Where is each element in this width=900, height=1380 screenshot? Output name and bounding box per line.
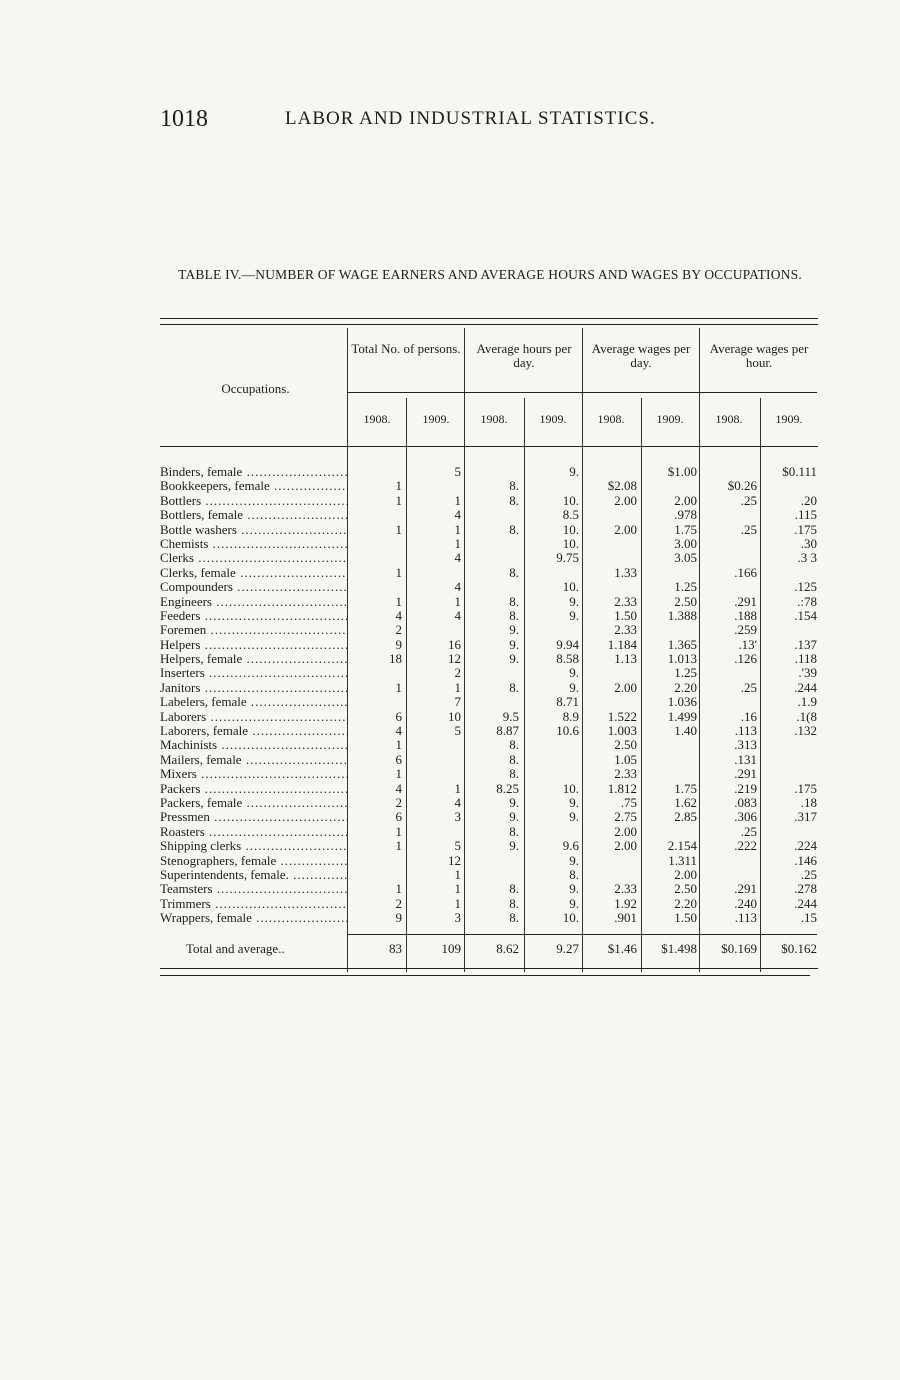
table-cell: 9. bbox=[569, 679, 579, 695]
table-cell: 1 bbox=[454, 780, 461, 796]
table-cell: 1.499 bbox=[667, 708, 697, 724]
table-cell: 1 bbox=[454, 866, 461, 882]
table-cell: 1 bbox=[395, 766, 402, 782]
total-cell: 9.27 bbox=[556, 941, 579, 956]
table-cell: 1 bbox=[395, 679, 402, 695]
table-cell: 1.812 bbox=[607, 780, 637, 796]
occupation-label: Mixers ..... bbox=[160, 767, 348, 781]
table-cell: 2.33 bbox=[614, 766, 637, 782]
table-row bbox=[160, 523, 820, 537]
occupation-label: Packers, female ..... bbox=[160, 796, 348, 810]
table-cell: .15 bbox=[800, 910, 817, 926]
table-cell: 1.311 bbox=[668, 852, 697, 868]
table-cell: .13' bbox=[738, 636, 757, 652]
table-cell: 9. bbox=[569, 895, 579, 911]
occupation-label: Inserters ..... bbox=[160, 666, 348, 680]
table-cell: 9. bbox=[509, 636, 519, 652]
table-cell: 10. bbox=[562, 579, 579, 595]
table-cell: 1.13 bbox=[614, 651, 637, 667]
table-cell: 2.50 bbox=[674, 593, 697, 609]
occupation-label: Bottlers ..... bbox=[160, 494, 348, 508]
table-cell: 9.94 bbox=[556, 636, 579, 652]
table-cell: 2.75 bbox=[614, 809, 637, 825]
table-cell: 1.365 bbox=[667, 636, 697, 652]
running-head: LABOR AND INDUSTRIAL STATISTICS. bbox=[285, 108, 656, 129]
table-cell: .244 bbox=[794, 679, 817, 695]
year-header: 1908. bbox=[715, 412, 743, 426]
table-cell: .137 bbox=[794, 636, 817, 652]
occupation-label: Helpers ..... bbox=[160, 638, 348, 652]
table-cell: 9. bbox=[509, 838, 519, 854]
table-cell: 2.00 bbox=[614, 492, 637, 508]
table-cell: .16 bbox=[740, 708, 757, 724]
table-row bbox=[160, 580, 820, 594]
col-divider bbox=[406, 398, 407, 456]
table-cell: 10. bbox=[562, 521, 579, 537]
table-cell: 1.05 bbox=[614, 751, 637, 767]
table-cell: .317 bbox=[794, 809, 817, 825]
table-cell: .113 bbox=[734, 910, 757, 926]
table-row bbox=[160, 652, 820, 666]
table-cell: 8. bbox=[509, 492, 519, 508]
table-cell: 8.58 bbox=[556, 651, 579, 667]
table-cell: 1.92 bbox=[614, 895, 637, 911]
occupation-label: Helpers, female ..... bbox=[160, 652, 348, 666]
table-cell: .978 bbox=[674, 507, 697, 523]
table-cell: .'39 bbox=[798, 665, 817, 681]
table-cell: .131 bbox=[734, 751, 757, 767]
year-header: 1909. bbox=[656, 412, 684, 426]
table-cell: .3 3 bbox=[797, 550, 817, 566]
occupation-label: Feeders ..... bbox=[160, 609, 348, 623]
table-cell: 8.9 bbox=[562, 708, 579, 724]
total-rule bbox=[347, 934, 817, 935]
occupation-label: Compounders ..... bbox=[160, 580, 348, 594]
table-cell: .25 bbox=[740, 679, 757, 695]
table-row bbox=[160, 465, 820, 479]
table-cell: 8.5 bbox=[562, 507, 579, 523]
table-cell: 9.5 bbox=[502, 708, 519, 724]
table-row bbox=[160, 839, 820, 853]
table-row bbox=[160, 738, 820, 752]
occupation-label: Janitors ..... bbox=[160, 681, 348, 695]
table-cell: 18 bbox=[389, 651, 402, 667]
table-cell: 8. bbox=[569, 866, 579, 882]
table-cell: 2.00 bbox=[614, 823, 637, 839]
bottom-rule bbox=[160, 968, 818, 969]
page-number: 1018 bbox=[160, 106, 208, 132]
total-cell: $0.162 bbox=[781, 941, 817, 956]
occupation-label: Trimmers ..... bbox=[160, 897, 348, 911]
table-row bbox=[160, 882, 820, 896]
table-row bbox=[160, 508, 820, 522]
table-cell: .291 bbox=[734, 881, 757, 897]
table-cell: 2.85 bbox=[674, 809, 697, 825]
table-cell: .222 bbox=[734, 838, 757, 854]
table-body bbox=[160, 465, 820, 926]
table-row bbox=[160, 681, 820, 695]
table-row bbox=[160, 537, 820, 551]
table-cell: .291 bbox=[734, 766, 757, 782]
table-cell: .1(8 bbox=[796, 708, 817, 724]
table-cell: 8. bbox=[509, 910, 519, 926]
year-header: 1909. bbox=[422, 412, 450, 426]
table-cell: 2.00 bbox=[614, 521, 637, 537]
table-cell: 4 bbox=[395, 780, 402, 796]
occupation-label: Foremen ..... bbox=[160, 623, 348, 637]
total-cell: 109 bbox=[441, 941, 461, 956]
table-row bbox=[160, 494, 820, 508]
table-cell: 9. bbox=[569, 593, 579, 609]
occupation-label: Laborers, female ..... bbox=[160, 724, 348, 738]
table-cell: .306 bbox=[734, 809, 757, 825]
table-cell: 10. bbox=[562, 492, 579, 508]
table-cell: .901 bbox=[614, 910, 637, 926]
total-cell: $0.169 bbox=[721, 941, 757, 956]
table-cell: 16 bbox=[448, 636, 461, 652]
occupation-label: Teamsters ..... bbox=[160, 882, 348, 896]
table-cell: 3.05 bbox=[674, 550, 697, 566]
table-cell: 6 bbox=[395, 809, 402, 825]
occupation-label: Chemists ..... bbox=[160, 537, 348, 551]
table-row bbox=[160, 695, 820, 709]
table-cell: 2 bbox=[395, 622, 402, 638]
col-divider bbox=[760, 398, 761, 456]
table-cell: 9.75 bbox=[556, 550, 579, 566]
year-header: 1908. bbox=[363, 412, 391, 426]
table-cell: 8.25 bbox=[496, 780, 519, 796]
occupation-label: Bottle washers ..... bbox=[160, 523, 348, 537]
table-cell: 1 bbox=[395, 593, 402, 609]
table-cell: 10. bbox=[562, 780, 579, 796]
table-row bbox=[160, 638, 820, 652]
table-row bbox=[160, 566, 820, 580]
table-cell: 9.6 bbox=[562, 838, 579, 854]
occupation-label: Machinists ..... bbox=[160, 738, 348, 752]
table-cell: 1.003 bbox=[607, 723, 637, 739]
table-cell: 9. bbox=[569, 852, 579, 868]
table-cell: 1.388 bbox=[667, 607, 697, 623]
year-header: 1909. bbox=[775, 412, 803, 426]
table-row bbox=[160, 897, 820, 911]
table-row bbox=[160, 609, 820, 623]
table-cell: .240 bbox=[734, 895, 757, 911]
table-cell: 1 bbox=[395, 492, 402, 508]
table-cell: 2.00 bbox=[614, 838, 637, 854]
occupation-label: Stenographers, female ..... bbox=[160, 854, 348, 868]
table-cell: 8. bbox=[509, 607, 519, 623]
table-cell: 10.6 bbox=[556, 723, 579, 739]
table-cell: 1.75 bbox=[674, 521, 697, 537]
col-divider bbox=[641, 398, 642, 456]
year-header: 1909. bbox=[539, 412, 567, 426]
table-cell: 2.20 bbox=[674, 679, 697, 695]
table-cell: .313 bbox=[734, 737, 757, 753]
table-cell: 4 bbox=[454, 607, 461, 623]
table-cell: 9. bbox=[569, 665, 579, 681]
table-row bbox=[160, 911, 820, 925]
occupation-label: Labelers, female ..... bbox=[160, 695, 348, 709]
table-cell: 8. bbox=[509, 593, 519, 609]
table-cell: 9. bbox=[569, 794, 579, 810]
table-row bbox=[160, 753, 820, 767]
table-row bbox=[160, 767, 820, 781]
table-cell: 8.87 bbox=[496, 723, 519, 739]
occupation-label: Roasters ..... bbox=[160, 825, 348, 839]
table-cell: 1 bbox=[395, 564, 402, 580]
occupation-label: Bookkeepers, female ..... bbox=[160, 479, 348, 493]
table-title: TABLE IV.—NUMBER OF WAGE EARNERS AND AVERAGE HOURS AND WAGES BY OCCUPATIONS. bbox=[178, 267, 802, 282]
table-cell: 8. bbox=[509, 895, 519, 911]
table-cell: 10. bbox=[562, 910, 579, 926]
table-cell: 4 bbox=[454, 507, 461, 523]
table-cell: .125 bbox=[794, 579, 817, 595]
table-cell: 1.62 bbox=[674, 794, 697, 810]
table-cell: 2 bbox=[454, 665, 461, 681]
table-cell: 4 bbox=[454, 794, 461, 810]
table-cell: 9. bbox=[569, 881, 579, 897]
occupation-label: Laborers ..... bbox=[160, 710, 348, 724]
table-cell: .30 bbox=[800, 535, 817, 551]
table-cell: 12 bbox=[448, 852, 461, 868]
table-cell: 9 bbox=[395, 636, 402, 652]
table-cell: 1.184 bbox=[607, 636, 637, 652]
table-cell: .113 bbox=[734, 723, 757, 739]
table-row bbox=[160, 479, 820, 493]
table-cell: 5 bbox=[454, 464, 461, 479]
table-cell: 1.522 bbox=[607, 708, 637, 724]
table-cell: 4 bbox=[454, 550, 461, 566]
table-cell: 8. bbox=[509, 737, 519, 753]
table-row bbox=[160, 810, 820, 824]
table-cell: 1 bbox=[454, 593, 461, 609]
table-cell: $1.00 bbox=[667, 464, 697, 479]
table-cell: .175 bbox=[794, 521, 817, 537]
table-row bbox=[160, 710, 820, 724]
table-cell: 1 bbox=[395, 823, 402, 839]
table-cell: 8.71 bbox=[556, 694, 579, 710]
table-cell: .126 bbox=[734, 651, 757, 667]
table-cell: 10. bbox=[562, 535, 579, 551]
table-cell: .224 bbox=[794, 838, 817, 854]
table-cell: $0.111 bbox=[782, 464, 817, 479]
header-avg-wages-day: Average wages per day. bbox=[591, 341, 691, 370]
table-cell: 2.50 bbox=[614, 737, 637, 753]
table-cell: .132 bbox=[794, 723, 817, 739]
table-cell: 1.25 bbox=[674, 665, 697, 681]
table-cell: .:78 bbox=[797, 593, 817, 609]
table-cell: $2.08 bbox=[607, 478, 637, 494]
table-cell: 4 bbox=[454, 579, 461, 595]
table-cell: 1.50 bbox=[614, 607, 637, 623]
table-cell: .083 bbox=[734, 794, 757, 810]
table-cell: 1 bbox=[454, 895, 461, 911]
table-cell: .115 bbox=[794, 507, 817, 523]
table-cell: .259 bbox=[734, 622, 757, 638]
bottom-rule-2 bbox=[160, 975, 810, 976]
table-row bbox=[160, 623, 820, 637]
table-cell: 4 bbox=[395, 723, 402, 739]
table-cell: 9. bbox=[509, 622, 519, 638]
table-cell: .25 bbox=[800, 866, 817, 882]
total-cell: $1.498 bbox=[661, 941, 697, 956]
table-cell: .188 bbox=[734, 607, 757, 623]
table-cell: 1.50 bbox=[674, 910, 697, 926]
table-cell: .25 bbox=[740, 823, 757, 839]
table-cell: 3 bbox=[454, 910, 461, 926]
table-row bbox=[160, 595, 820, 609]
occupation-label: Wrappers, female ..... bbox=[160, 911, 348, 925]
table-cell: 2.00 bbox=[674, 492, 697, 508]
table-cell: 1.33 bbox=[614, 564, 637, 580]
table-cell: .166 bbox=[734, 564, 757, 580]
table-cell: 8. bbox=[509, 823, 519, 839]
total-cell: 83 bbox=[389, 941, 402, 956]
table-cell: 8. bbox=[509, 478, 519, 494]
top-rule-2 bbox=[160, 324, 818, 325]
table-cell: 9. bbox=[569, 809, 579, 825]
occupation-label: Mailers, female ..... bbox=[160, 753, 348, 767]
table-cell: 1 bbox=[454, 881, 461, 897]
table-cell: 2 bbox=[395, 895, 402, 911]
table-cell: 6 bbox=[395, 708, 402, 724]
table-row bbox=[160, 825, 820, 839]
table-cell: .18 bbox=[800, 794, 817, 810]
table-cell: .20 bbox=[800, 492, 817, 508]
header-avg-wages-hour: Average wages per hour. bbox=[709, 341, 809, 370]
table-cell: 8. bbox=[509, 521, 519, 537]
table-cell: 8. bbox=[509, 751, 519, 767]
table-cell: 7 bbox=[454, 694, 461, 710]
table-cell: 5 bbox=[454, 838, 461, 854]
table-cell: .278 bbox=[794, 881, 817, 897]
total-cell: 8.62 bbox=[496, 941, 519, 956]
table-cell: 1 bbox=[395, 737, 402, 753]
table-cell: .146 bbox=[794, 852, 817, 868]
table-cell: 2.33 bbox=[614, 593, 637, 609]
header-total-persons: Total No. of persons. bbox=[351, 341, 461, 356]
table-cell: .175 bbox=[794, 780, 817, 796]
year-header: 1908. bbox=[480, 412, 508, 426]
table-cell: 2.33 bbox=[614, 622, 637, 638]
occupation-label: Packers ..... bbox=[160, 782, 348, 796]
top-rule bbox=[160, 318, 818, 319]
table-cell: 2.00 bbox=[674, 866, 697, 882]
occupation-label: Binders, female ..... bbox=[160, 465, 348, 479]
table-cell: 1 bbox=[454, 535, 461, 551]
table-cell: .118 bbox=[794, 651, 817, 667]
table-cell: .291 bbox=[734, 593, 757, 609]
table-cell: 2.154 bbox=[667, 838, 697, 854]
table-row bbox=[160, 868, 820, 882]
col-divider bbox=[524, 398, 525, 456]
table-row bbox=[160, 782, 820, 796]
table-cell: 6 bbox=[395, 751, 402, 767]
header-mid-rule bbox=[347, 392, 817, 393]
total-row bbox=[160, 940, 820, 958]
table-cell: 1.25 bbox=[674, 579, 697, 595]
table-cell: .1.9 bbox=[797, 694, 817, 710]
table-row bbox=[160, 854, 820, 868]
table-cell: 9. bbox=[569, 607, 579, 623]
table-cell: .219 bbox=[734, 780, 757, 796]
table-cell: 1.013 bbox=[667, 651, 697, 667]
table-cell: 1 bbox=[395, 838, 402, 854]
table-cell: 2.50 bbox=[674, 881, 697, 897]
table-row bbox=[160, 666, 820, 680]
table-cell: 9. bbox=[509, 651, 519, 667]
occupation-label: Bottlers, female ..... bbox=[160, 508, 348, 522]
table-cell: 1 bbox=[395, 478, 402, 494]
table-cell: .244 bbox=[794, 895, 817, 911]
table-cell: 9 bbox=[395, 910, 402, 926]
table-cell: 12 bbox=[448, 651, 461, 667]
occupation-label: Pressmen ..... bbox=[160, 810, 348, 824]
table-cell: 3 bbox=[454, 809, 461, 825]
table-cell: 8. bbox=[509, 564, 519, 580]
table-row bbox=[160, 551, 820, 565]
table-cell: .25 bbox=[740, 492, 757, 508]
table-cell: 8. bbox=[509, 881, 519, 897]
table-cell: 10 bbox=[448, 708, 461, 724]
table-row bbox=[160, 724, 820, 738]
occupation-label: Clerks ..... bbox=[160, 551, 348, 565]
table-cell: .75 bbox=[620, 794, 637, 810]
table-row bbox=[160, 796, 820, 810]
occupation-label: Superintendents, female. ..... bbox=[160, 868, 348, 882]
table-cell: 9. bbox=[509, 794, 519, 810]
occupation-label: Clerks, female ..... bbox=[160, 566, 348, 580]
table-cell: .25 bbox=[740, 521, 757, 537]
total-cell: $1.46 bbox=[607, 941, 637, 956]
table-cell: 1 bbox=[454, 679, 461, 695]
table-cell: 1 bbox=[454, 492, 461, 508]
total-label: Total and average.. bbox=[186, 941, 285, 956]
table-cell: 1.036 bbox=[667, 694, 697, 710]
table-cell: 5 bbox=[454, 723, 461, 739]
table-cell: 9. bbox=[509, 809, 519, 825]
table-cell: 2.20 bbox=[674, 895, 697, 911]
year-header: 1908. bbox=[597, 412, 625, 426]
table-cell: 4 bbox=[395, 607, 402, 623]
table-cell: 2.00 bbox=[614, 679, 637, 695]
table-cell: 1 bbox=[395, 521, 402, 537]
table-cell: 1 bbox=[454, 521, 461, 537]
table-cell: 2.33 bbox=[614, 881, 637, 897]
table-cell: 3.00 bbox=[674, 535, 697, 551]
table-cell: 9. bbox=[569, 464, 579, 479]
table-cell: 8. bbox=[509, 679, 519, 695]
table-cell: 1.75 bbox=[674, 780, 697, 796]
header-avg-hours: Average hours per day. bbox=[476, 341, 572, 370]
header-bottom-rule bbox=[160, 446, 818, 447]
table-cell: 1 bbox=[395, 881, 402, 897]
table-cell: 8. bbox=[509, 766, 519, 782]
occupation-label: Engineers ..... bbox=[160, 595, 348, 609]
occupation-label: Shipping clerks ..... bbox=[160, 839, 348, 853]
table-cell: 2 bbox=[395, 794, 402, 810]
table-cell: $0.26 bbox=[727, 478, 757, 494]
table-cell: 1.40 bbox=[674, 723, 697, 739]
header-occupations: Occupations. bbox=[221, 381, 290, 396]
table-cell: .154 bbox=[794, 607, 817, 623]
